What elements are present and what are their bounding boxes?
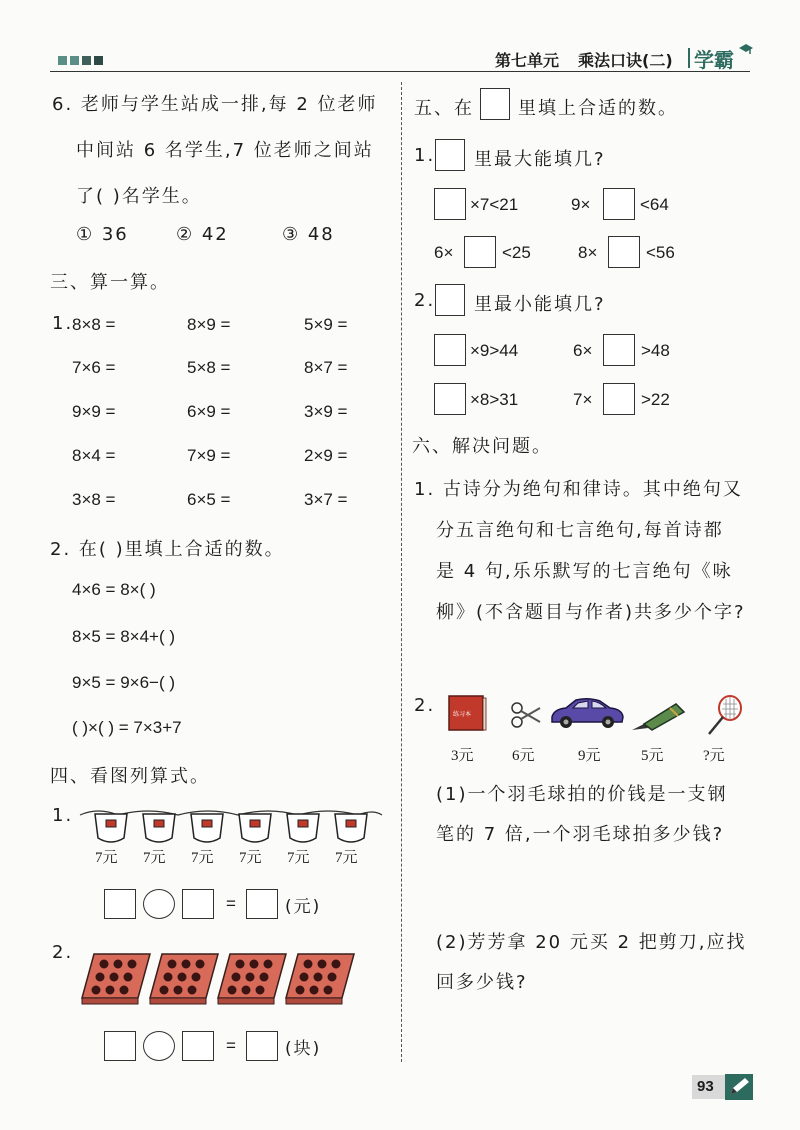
bag-4 [236,812,274,850]
bag-price-5: 7元 [287,850,310,866]
poem-q-line-2: 分五言绝句和七言绝句,每首诗都 [436,520,724,541]
q6-option-1[interactable]: ① 36 [76,224,129,245]
max-fill-box-4[interactable] [608,236,640,268]
section-4-q1-label: 1. [52,805,74,826]
q6-option-3[interactable]: ③ 48 [282,224,335,245]
min-fill-pre-2: 6× [573,341,593,360]
page-number: 93 [697,1078,714,1095]
min-fill-pre-4: 7× [573,390,593,409]
eq1-box-1[interactable] [104,889,136,919]
fountain-pen-icon [630,700,688,734]
min-fill-box-1[interactable] [434,334,466,366]
header-square-1 [58,56,67,65]
section-5-q1-text: 里最大能填几? [474,149,606,170]
calc-r5c2: 6×5 = [187,490,231,509]
notebook-item [446,694,488,734]
calc-r5c1: 3×8 = [72,490,116,509]
eq1-result-box[interactable] [246,889,278,919]
max-fill-expr-2: <64 [640,195,669,214]
section-5-q2-box [435,284,465,316]
bag-price-2: 7元 [143,850,166,866]
header [0,0,800,80]
scissors-icon [510,700,542,730]
calc-r4c2: 7×9 = [187,446,231,465]
max-fill-pre-3: 6× [434,243,454,262]
section-5-title-pre: 五、在 [414,98,474,119]
min-fill-box-4[interactable] [603,383,635,415]
notebook-label: 练习本 [453,711,472,718]
calc-r1c1: 8×8 = [72,315,116,334]
section-3-title: 三、算一算。 [50,272,170,293]
toy-car-icon [548,695,626,731]
calc-r1c2: 8×9 = [187,315,231,334]
eq2-result-box[interactable] [246,1031,278,1061]
fill-item-3[interactable]: 9×5 = 9×6−( ) [72,673,176,692]
calc-r1c3: 5×9 = [304,315,348,334]
shop-q2-line-1: (2)芳芳拿 20 元买 2 把剪刀,应找 [436,932,747,953]
section-5-q1-box [435,139,465,171]
max-fill-pre-2: 9× [571,195,591,214]
header-rule [50,71,750,72]
calc-r5c3: 3×7 = [304,490,348,509]
min-fill-expr-1: ×9>44 [470,341,519,360]
brand-logo: 学霸 [694,48,734,72]
brand-bar [688,48,690,68]
calc-r2c2: 5×8 = [187,358,231,377]
eq1-operator-circle[interactable] [143,889,175,919]
header-square-2 [70,56,79,65]
bag-5 [284,812,322,850]
price-racket: ?元 [703,748,725,764]
calc-r3c1: 9×9 = [72,402,116,421]
shop-q1-line-2: 笔的 7 倍,一个羽毛球拍多少钱? [436,824,725,845]
calc-r3c3: 3×9 = [304,402,348,421]
section-5-q1-label: 1. [414,145,436,166]
fill-item-1[interactable]: 4×6 = 8×( ) [72,580,156,599]
min-fill-expr-3: ×8>31 [470,390,519,409]
max-fill-expr-3: <25 [502,243,531,262]
eq1-unit: (元) [285,897,322,917]
eq2-equals: = [226,1036,236,1055]
eq2-box-2[interactable] [182,1031,214,1061]
min-fill-expr-4: >22 [641,390,670,409]
header-square-4 [94,56,103,65]
calc-r4c1: 8×4 = [72,446,116,465]
section-5-title-box [480,88,510,120]
pencil-icon [725,1074,753,1100]
q6-line-2: 中间站 6 名学生,7 位老师之间站 [76,140,374,161]
bag-price-6: 7元 [335,850,358,866]
fill-item-4[interactable]: ( )×( ) = 7×3+7 [72,718,182,737]
bag-2 [140,812,178,850]
price-scissors: 6元 [512,748,535,764]
calc-r2c1: 7×6 = [72,358,116,377]
fill-item-2[interactable]: 8×5 = 8×4+( ) [72,627,176,646]
graduation-cap-icon [738,42,754,58]
min-fill-expr-2: >48 [641,341,670,360]
badminton-racket-icon [704,694,744,738]
price-notebook: 3元 [451,748,474,764]
eq2-box-1[interactable] [104,1031,136,1061]
max-fill-box-2[interactable] [603,188,635,220]
q6-line-1: 6. 老师与学生站成一排,每 2 位老师 [52,94,378,115]
price-car: 9元 [578,748,601,764]
poem-q-line-4: 柳》(不含题目与作者)共多少个字? [436,602,746,623]
calc-r4c3: 2×9 = [304,446,348,465]
calc-r3c2: 6×9 = [187,402,231,421]
section-6-title: 六、解决问题。 [412,436,552,457]
header-square-3 [82,56,91,65]
max-fill-pre-4: 8× [578,243,598,262]
lesson-title: 乘法口诀(二) [578,51,673,70]
section-5-title-post: 里填上合适的数。 [518,98,678,119]
unit-title: 第七单元 [495,51,560,70]
section-5-q2-label: 2. [414,290,436,311]
max-fill-expr-4: <56 [646,243,675,262]
bag-price-3: 7元 [191,850,214,866]
eq1-box-2[interactable] [182,889,214,919]
shop-q-label: 2. [414,695,436,716]
shop-q2-line-2: 回多少钱? [436,972,528,993]
section-4-q2-label: 2. [52,942,74,963]
q6-option-2[interactable]: ② 42 [176,224,229,245]
max-fill-box-1[interactable] [434,188,466,220]
max-fill-box-3[interactable] [464,236,496,268]
chocolate-tray-3 [216,950,288,1010]
eq2-unit: (块) [285,1039,322,1059]
section-5-q2-text: 里最小能填几? [474,294,606,315]
price-pen: 5元 [641,748,664,764]
section-3-part2-title: 2. 在( )里填上合适的数。 [50,539,285,560]
section-3-part1-label: 1. [52,313,74,334]
q6-line-3: 了( )名学生。 [76,186,202,207]
min-fill-box-2[interactable] [603,334,635,366]
bag-1 [92,812,130,850]
chocolate-tray-1 [80,950,152,1010]
section-4-title: 四、看图列算式。 [50,766,210,787]
bag-3 [188,812,226,850]
column-divider [401,82,402,1062]
poem-q-line-1: 1. 古诗分为绝句和律诗。其中绝句又 [414,479,743,500]
poem-q-line-3: 是 4 句,乐乐默写的七言绝句《咏 [436,561,733,582]
chocolate-tray-4 [284,950,356,1010]
bag-6 [332,812,370,850]
chocolate-tray-2 [148,950,220,1010]
shop-q1-line-1: (1)一个羽毛球拍的价钱是一支钢 [436,784,728,805]
eq1-equals: = [226,894,236,913]
bag-price-1: 7元 [95,850,118,866]
max-fill-expr-1: ×7<21 [470,195,519,214]
min-fill-box-3[interactable] [434,383,466,415]
eq2-operator-circle[interactable] [143,1031,175,1061]
bag-price-4: 7元 [239,850,262,866]
calc-r2c3: 8×7 = [304,358,348,377]
